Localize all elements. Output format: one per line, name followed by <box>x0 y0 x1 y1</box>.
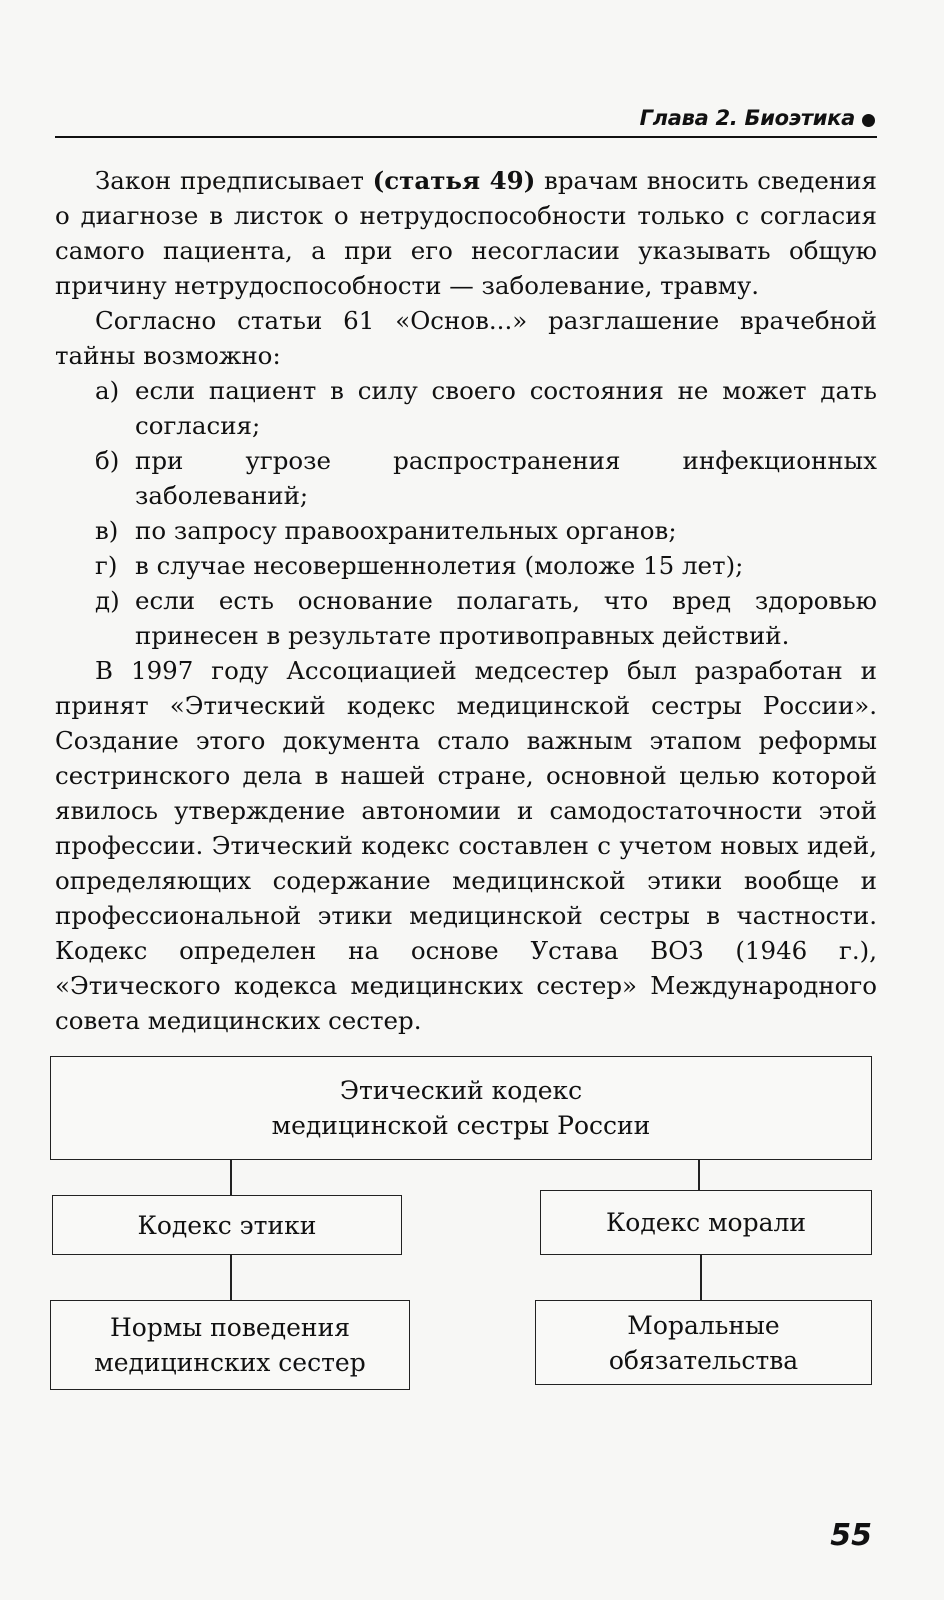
diagram-top-line2: медицинской сестры России <box>271 1111 651 1140</box>
diagram-top-line1: Этический кодекс <box>339 1076 583 1105</box>
list-text: при угрозе распространения инфекционных заболеваний; <box>135 446 877 510</box>
page-number: 55 <box>830 1518 872 1553</box>
list-text: по запросу правоохранительных органов; <box>135 516 677 545</box>
diagram-norms-line2: медицинских сестер <box>94 1348 366 1377</box>
chapter-title: Глава 2. Биоэтика <box>639 106 855 130</box>
diagram-top-box <box>50 1056 872 1160</box>
list-marker: в) <box>95 516 119 545</box>
diagram-obligations-line2: обязательства <box>608 1345 799 1375</box>
paragraph-secret: Согласно статьи 61 «Основ...» разглашение врачебной тайны возможно: <box>55 306 877 370</box>
diagram-morals-box <box>540 1190 872 1255</box>
diagram-obligations-line1: Моральные <box>627 1310 780 1340</box>
diagram-ethics-label: Кодекс этики <box>137 1210 317 1240</box>
list-marker: а) <box>95 376 120 405</box>
diagram-norms-box <box>50 1300 410 1390</box>
connector-ethics <box>230 1255 232 1300</box>
paragraph-law-start: Закон предписывает <box>95 166 373 195</box>
list-text: если есть основание полагать, что вред здоровью принесен в результате противоправных действий. <box>135 586 877 650</box>
connector-top-left <box>230 1160 232 1195</box>
diagram-obligations-box <box>535 1300 872 1385</box>
list-marker: б) <box>95 446 120 475</box>
article-reference: (статья 49) <box>372 166 536 195</box>
paragraph-law-end: врачам вносить сведения о диагнозе в листок о нетрудоспособности только с согласия самого пациента, а при его несогласии указывать общую причину нетрудоспособности — заболевание, травму. <box>55 166 877 300</box>
diagram-ethics-box <box>52 1195 402 1255</box>
list-marker: г) <box>95 551 118 580</box>
connector-morals <box>700 1255 702 1300</box>
connector-top-right <box>698 1160 700 1190</box>
paragraph-code: В 1997 году Ассоциацией медсестер был разработан и принят «Этический кодекс медицинской сестры России». Создание этого документа стало важным этапом реформы сестринского дела в нашей стране, основной целью которой явилось утверждение автономии и самодостаточности этой профессии. Этический кодекс составлен с учетом новых идей, определяющих содержание медицинской этики вообще и профессиональной этики медицинской сестры в частности. Кодекс определен на основе Устава ВОЗ (1946 г.), «Этического кодекса медицинских сестер» Международного совета медицинских сестер. <box>55 656 877 1035</box>
list-marker: д) <box>95 586 120 615</box>
list-text: если пациент в силу своего состояния не может дать согласия; <box>135 376 877 440</box>
list-text: в случае несовершеннолетия (моложе 15 лет); <box>135 551 744 580</box>
diagram-norms-line1: Нормы поведения <box>109 1313 350 1342</box>
diagram-morals-label: Кодекс морали <box>605 1208 807 1237</box>
